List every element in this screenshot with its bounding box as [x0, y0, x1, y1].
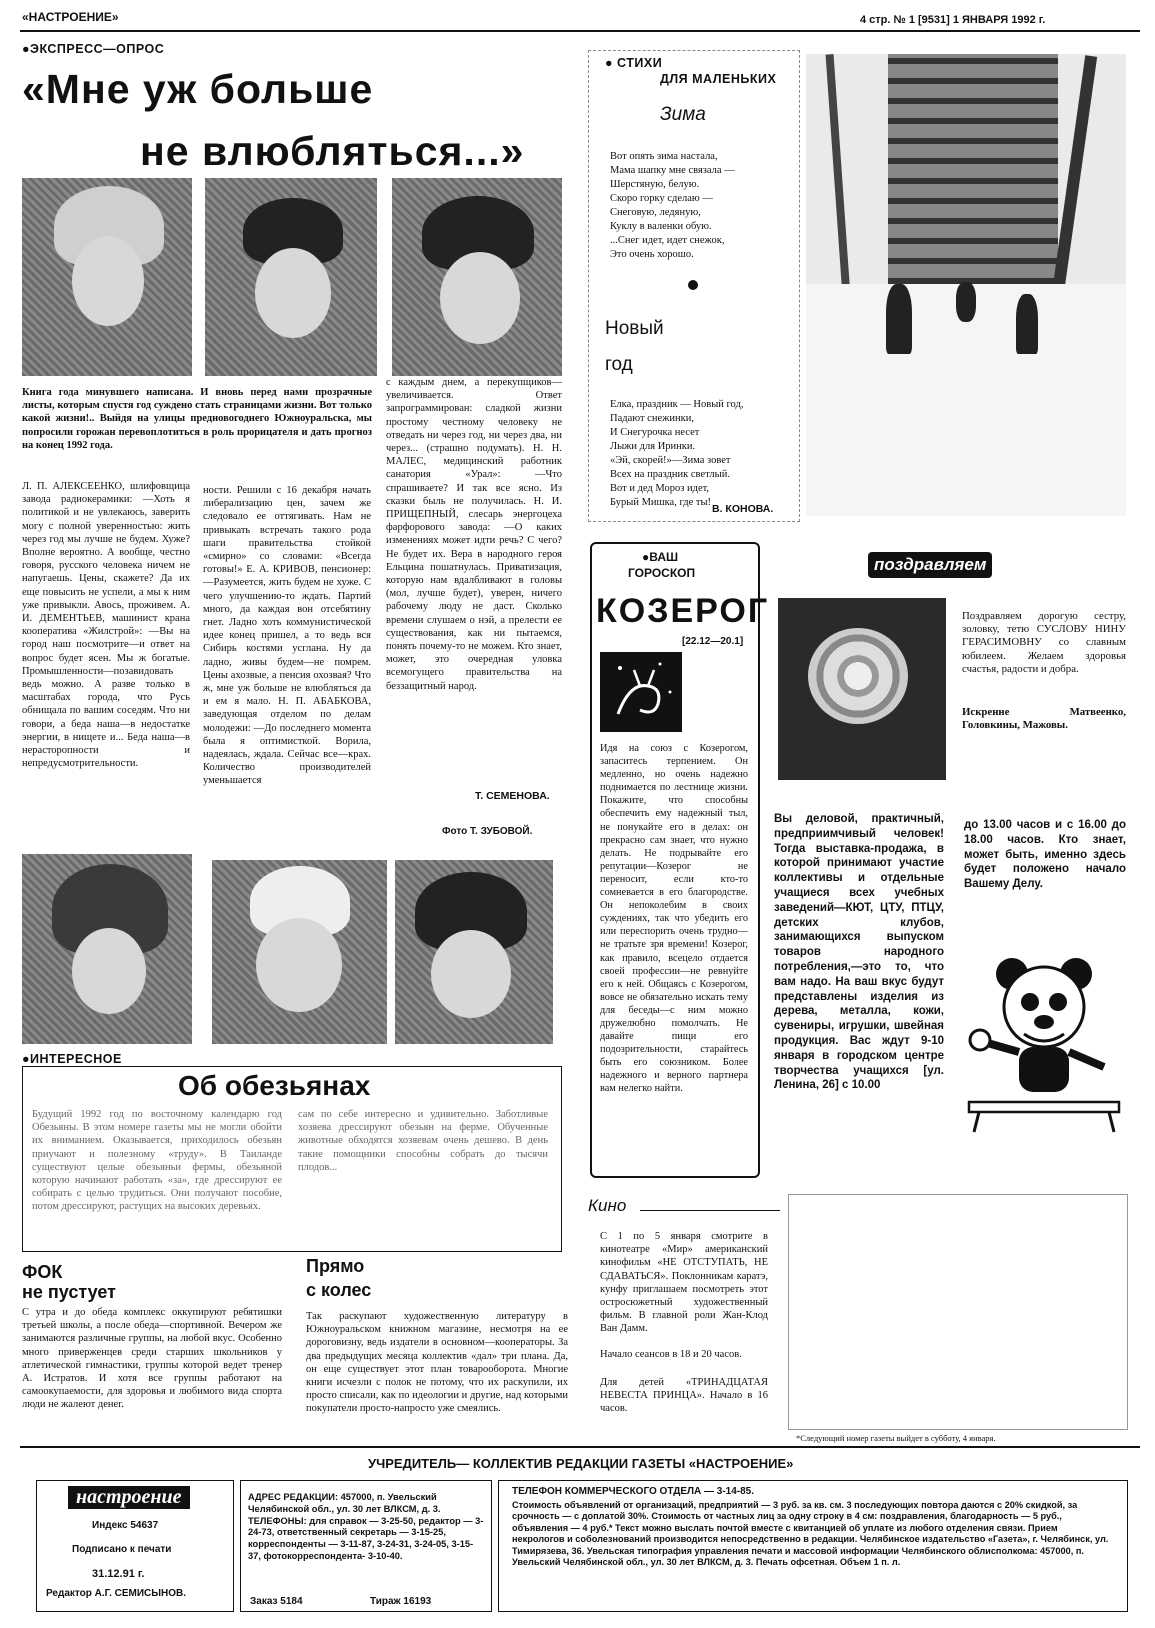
poem-line: Лыжи для Иринки.	[610, 441, 696, 452]
poem-title-newyear-2: год	[605, 354, 633, 375]
poem-line: «Эй, скорей!»—Зима зовет	[610, 455, 731, 466]
express-author: Т. СЕМЕНОВА.	[475, 790, 550, 802]
monkeys-title: Об обезьянах	[178, 1070, 371, 1101]
exhibit-column-2: до 13.00 часов и с 16.00 до 18.00 часов. Кто знает, может быть, именно здесь будет положено начало Вашему Делу.	[964, 819, 1126, 891]
poem-line: Шерстяную, белую.	[610, 179, 700, 190]
portrait-photo-6	[395, 860, 553, 1044]
child-figure	[956, 282, 976, 322]
footer-commercial: ТЕЛЕФОН КОММЕРЧЕСКОГО ОТДЕЛА — 3-14-85.	[512, 1486, 755, 1497]
poems-kicker-2: ДЛЯ МАЛЕНЬКИХ	[660, 72, 777, 86]
footer-circulation: Тираж 16193	[370, 1596, 432, 1607]
poem-line: Мама шапку мне связала —	[610, 165, 735, 176]
express-lead: Книга года минувшего написана. И вновь перед нами прозрачные листы, которым спустя год суждено стать страницами жизни. Вот только какой жизни!.. Выйдя на улицы предновогоднего Южноуральска, мы попросили горожан перевоплотиться в роль прорицателя и дать прогноз на конец 1992 года.	[22, 387, 372, 451]
rose-flower	[808, 628, 908, 724]
express-kicker: ●ЭКСПРЕСС—ОПРОС	[22, 42, 165, 56]
express-photo-credit: Фото Т. ЗУБОВОЙ.	[442, 826, 533, 837]
cinema-text-3: Для детей «ТРИНАДЦАТАЯ НЕВЕСТА ПРИНЦА». Начало в 16 часов.	[600, 1377, 768, 1415]
footer-date: 31.12.91 г.	[92, 1568, 145, 1580]
poem-line: Снеговую, ледяную,	[610, 207, 701, 218]
exhibit-column-1: Вы деловой, практичный, предприимчивый человек! Тогда выставка-продажа, в которой принимают участие коллективы и отдельные учащиеся всех учебных заведений—КЮТ, ЦТУ, ПТЦУ, детских клубов, занимающихся выпуском товаров народного потребления,—это то, что вам надо. На ваш вкус будут представлены изделия из дерева, металла, кожи, сувениры, игрушки, швейная продукция. Вас ждут 9-10 января в городском центре творчества учащихся [ул. Ленина, 26] с 10.00	[774, 813, 944, 1092]
poem-newyear	[610, 398, 800, 510]
footer-address: АДРЕС РЕДАКЦИИ: 457000, п. Увельский Челябинской обл., ул. 30 лет ВЛКСМ, д. 3. ТЕЛЕФОНЫ: для справок — 3-25-50, редактор — 3-24-73, ответственный секретарь — 3-15-25, корреспонденты — 3-11-87, 3-24-31, 3-24-05, 3-15-37, фотокорреспондента- 3-10-40.	[248, 1492, 484, 1561]
rose-photo	[778, 598, 946, 780]
congrats-banner: поздравляем	[868, 552, 992, 578]
child-figure	[886, 284, 912, 354]
monkeys-kicker: ●ИНТЕРЕСНОЕ	[22, 1052, 122, 1066]
fok-text: С утра и до обеда комплекс оккупируют ребятишки третьей школы, а после обеда—спортивной. Вечером же занимаются различные группы, на любой вкус. Особенно много приверженцев среди старших школьников у атлетической гимнастики, группы которой ведет тренер А. Истратов. И хотя все группы работают на самоокупаемости, для здоровья и любимого вида спорта люди не жалеют денег.	[22, 1307, 282, 1411]
poem-line: Елка, праздник — Новый год,	[610, 399, 744, 410]
express-column-3: с каждым днем, а перекупщиков—увеличивается. Ответ запрограммирован: сладкой жизни простому честному человеку не отведать ни через год, ни через два, ни через... (страшно подумать). Н. Н. МАЛЕС, медицинский работник санатория «Урал»: —Что спрашиваете? И так все ясно. Из сказки быль не получилась. Н. И. ПРИЩЕПНЫЙ, слесарь энергоцеха фарфорового завода: —О каких изменениях может идти речь? С чего? Не будет их. Вера в народного героя Ельцина пошатнулась. Приватизация, которую нам вдалбливают в головы (мол, лучше будет), уверен, ничего рабочему люду не даст. Сколько времени слушаем о нэй, а прелести ее существования, как ни пытаемся, понять почему-то не можем. Кто знает, может, это очередная уловка всемогущего правительства на беззащитный народ.	[386, 377, 562, 692]
winter-scene-photo	[806, 54, 1126, 516]
horoscope-text: Идя на союз с Козерогом, запаситесь терпением. Он медленно, но очень надежно поднимается по лестнице жизни. Покажите, что способны обеспечить ему надежный тыл, не понукайте его в делах: он прекрасно сам знает, что нужно делать. Не подрывайте его репутации—Козерог не переносит, если кто-то сомневается в его благородстве. Он непоколебим в своих суждениях, так что убедить его или переспорить очень трудно—не тратьте зря времени! Козерог, как правило, всецело отдается своей профессии—не ревнуйте его к ней. Общаясь с Козерогом, вовсе не обязательно искать тему для беседы—с ним можно дружелюбно помолчать. Не давайте пищи его подозрительности, старайтесь быть его союзником. Более надежного и верного партнера вам нелегко найти.	[600, 743, 748, 1095]
books-title-line1: Прямо	[306, 1256, 365, 1276]
face	[431, 930, 511, 1018]
express-column-2: ности. Решили с 16 декабря начать либерализацию цен, зачем же следовало ее оттягивать. Нам не привыкать встречать такого рода шаги правительства стойкой «смирно» со словами: «Всегда готовы!» Е. А. КРИВОВ, пенсионер: —Разумеется, жить будем не хуже. С чего улучшению-то ждать. Партий много, да каждая вон отсебятину гнет. Ладно хоть коммунистической идее конец пришел, а то ведь вся Сибирь костями усглана. Ну да ладно, живы будем—не помрем. Цены ахозвые, а пенсия охозвая? Что ж, мне уж больше не влюбляться да и ем я мало. Н. П. АБАБКОВА, заведующая отделом по делам молодежи: —До последнего момента была я оптимисткой. Ворила, надеялась, ждала. Сейчас все—крах. Количество производителей уменьшается	[203, 485, 371, 787]
portrait-photo-3	[392, 178, 562, 376]
poem-winter	[610, 150, 800, 262]
apartment-building	[888, 54, 1058, 284]
portrait-photo-5	[212, 860, 387, 1044]
poem-title-newyear-1: Новый	[605, 318, 664, 339]
footer-rule	[20, 1446, 1140, 1448]
footer-logo: настроение	[68, 1486, 190, 1509]
poem-line: Вот и дед Мороз идет,	[610, 483, 710, 494]
capricorn-icon	[600, 652, 682, 732]
footer-ads: Стоимость объявлений от организаций, предприятий — 3 руб. за кв. см. 3 последующих повтора даются с 20% скидкой, за срочность — с доплатой 30%. Стоимость от частных лиц за одну строку в 4 см: поздравления, благодарность — 5 руб., объявления — 4 руб.* Текст можно выслать почтой вместе с квитанцией об уплате из любого отделения связи. Прием некрологов и соболезнований производится непосредственно в редакции. Челябинское издательство «Газета», г. Челябинск, ул. Тимирязева, 36. Увельская типография управления печати и массовой информации Челябинского облисполкома: 457000, п. Увельский Челябинской обл., ул. 30 лет ВЛКСМ, д. 3. Печать офсетная. Объем 1 п. л.	[512, 1500, 1109, 1568]
footer-signed: Подписано к печати	[72, 1544, 172, 1555]
face	[256, 918, 342, 1012]
face	[72, 236, 144, 326]
poem-line: Падают снежинки,	[610, 413, 694, 424]
cinema-rule	[640, 1210, 780, 1211]
footer-founder: УЧРЕДИТЕЛЬ— КОЛЛЕКТИВ РЕДАКЦИИ ГАЗЕТЫ «НАСТРОЕНИЕ»	[368, 1456, 794, 1471]
bear-mascot-illustration	[964, 952, 1124, 1142]
books-title-line2: с колес	[306, 1280, 372, 1300]
divider-dot	[688, 280, 698, 290]
masthead-issue: 4 стр. № 1 [9531] 1 ЯНВАРЯ 1992 г.	[860, 14, 1046, 26]
cinema-text-2: Начало сеансов в 18 и 20 часов.	[600, 1349, 742, 1360]
cinema-text-1: С 1 по 5 января смотрите в кинотеатре «Мир» американский кинофильм «НЕ ОТСТУПАТЬ, НЕ СДАВАТЬСЯ». Поклонникам каратэ, кунфу приглашаем посмотреть этот остросюжетный художественный фильм. В главной роли Жан-Клод Ван Дамм.	[600, 1231, 768, 1335]
express-column-1: Л. П. АЛЕКСЕЕНКО, шлифовщица завода радиокерамики: —Хоть я политикой и не увлекаюсь, заверить могу с полной уверенностью: жить через год мы лучше не будем. Хуже? Вполне вероятно. А вообще, честно говоря, русского человека ничем не напугаешь. Цены, скажете? Да их еще повысить не успели, а мы к ним уже привыкли. Авось, проживем. А. И. ДЕМЕНТЬЕВ, машинист крана кооператива «Жилстрой»: —Вы на город наш посмотрите—и ответ на вопрос будет ясен. Мы ж богатые. Промышленности—позавидовать ведь можно. А разве только в масштабах города, что Русь обнищала по вашим соседям. Что ни говори, а беда наша—в недостатке энергии, в нищете и... Беда наша—в нерасторопности и непредусмотрительности.	[22, 481, 190, 770]
horoscope-dates: [22.12—20.1]	[682, 636, 744, 647]
poem-title-winter: Зима	[660, 104, 706, 125]
poem-line: Всех на праздник светлый.	[610, 469, 730, 480]
footer-order: Заказ 5184	[250, 1596, 303, 1607]
portrait-photo-4	[22, 854, 192, 1044]
face	[440, 252, 520, 344]
monkeys-column-1: Будущий 1992 год по восточному календарю год Обезьяны. В этом номере газеты мы не могли обойти их вниманием. Оказывается, приходилось обезьян приучают и полезному «труду». В Таиланде существуют целые обезьяньи фермы, обезьяной которую начинают работать «за», где дрессируют ее собирать с целью трудиться. Они получают пособие, потом дрессируют, растущих на высоких деревьях.	[32, 1109, 282, 1213]
poem-line: И Снегурочка несет	[610, 427, 700, 438]
next-issue-note: *Следующий номер газеты выйдет в субботу, 4 января.	[796, 1433, 996, 1443]
portrait-photo-2	[205, 178, 377, 376]
footer-editor: Редактор А.Г. СЕМИСЫНОВ.	[46, 1588, 187, 1599]
child-figure	[1016, 294, 1038, 354]
express-title-line2: не влюбляться...»	[140, 128, 525, 174]
horoscope-kicker-2: ГОРОСКОП	[628, 566, 696, 580]
portrait-photo-1	[22, 178, 192, 376]
express-title-line1: «Мне уж больше	[22, 66, 374, 112]
poem-line: ...Снег идет, идет снежок,	[610, 235, 725, 246]
header-rule	[20, 30, 1140, 32]
poem-line: Вот опять зима настала,	[610, 151, 718, 162]
poem-line: Куклу в валенки обую.	[610, 221, 712, 232]
fok-title-line2: не пустует	[22, 1282, 116, 1302]
congrats-signed: Искренне Матвеенко, Головкины, Мажовы.	[962, 706, 1126, 732]
ad-blank-box	[788, 1194, 1128, 1430]
face	[255, 248, 331, 338]
congrats-text: Поздравляем дорогую сестру, золовку, тетю СУСЛОВУ НИНУ ГЕРАСИМОВНУ со славным юбилеем. Желаем здоровья счастья, радости и добра.	[962, 610, 1126, 675]
poem-line: Бурый Мишка, где ты!	[610, 497, 712, 508]
monkeys-column-2: сам по себе интересно и удивительно. Заботливые хозяева дрессируют обезьян на ферме. Обученные животные обходятся хозяевам очень дешево. В день такие помощники способны собрать до тысячи плодов...	[298, 1109, 548, 1173]
masthead-paper: «НАСТРОЕНИЕ»	[22, 10, 119, 24]
poem-line: Скоро горку сделаю —	[610, 193, 713, 204]
poems-kicker: ● СТИХИ	[605, 56, 663, 70]
capricorn-glyph	[600, 652, 682, 732]
books-text: Так раскупают художественную литературу в Южноуральском книжном магазине, несмотря на ее дороговизну, ведь издатели в основном—кооператоры. За два предыдущих месяца коллектив «дал» три плана. Да, он еще существует этот план товарооборота. Многие книги исчезли с полок не потому, что их раскупили, их просто списали, как по идеологии и другие, над которыми покупатели просто-напросто уже смеялись.	[306, 1311, 568, 1415]
fok-title-line1: ФОК	[22, 1262, 63, 1282]
face	[72, 928, 146, 1014]
poem-line: Это очень хорошо.	[610, 249, 694, 260]
horoscope-sign: КОЗЕРОГ	[596, 592, 770, 630]
cinema-title: Кино	[588, 1196, 627, 1215]
horoscope-kicker: ●ВАШ	[642, 550, 679, 564]
bear-mascot-icon	[964, 952, 1124, 1142]
poems-author: В. КОНОВА.	[712, 503, 774, 515]
footer-index: Индекс 54637	[92, 1520, 159, 1531]
